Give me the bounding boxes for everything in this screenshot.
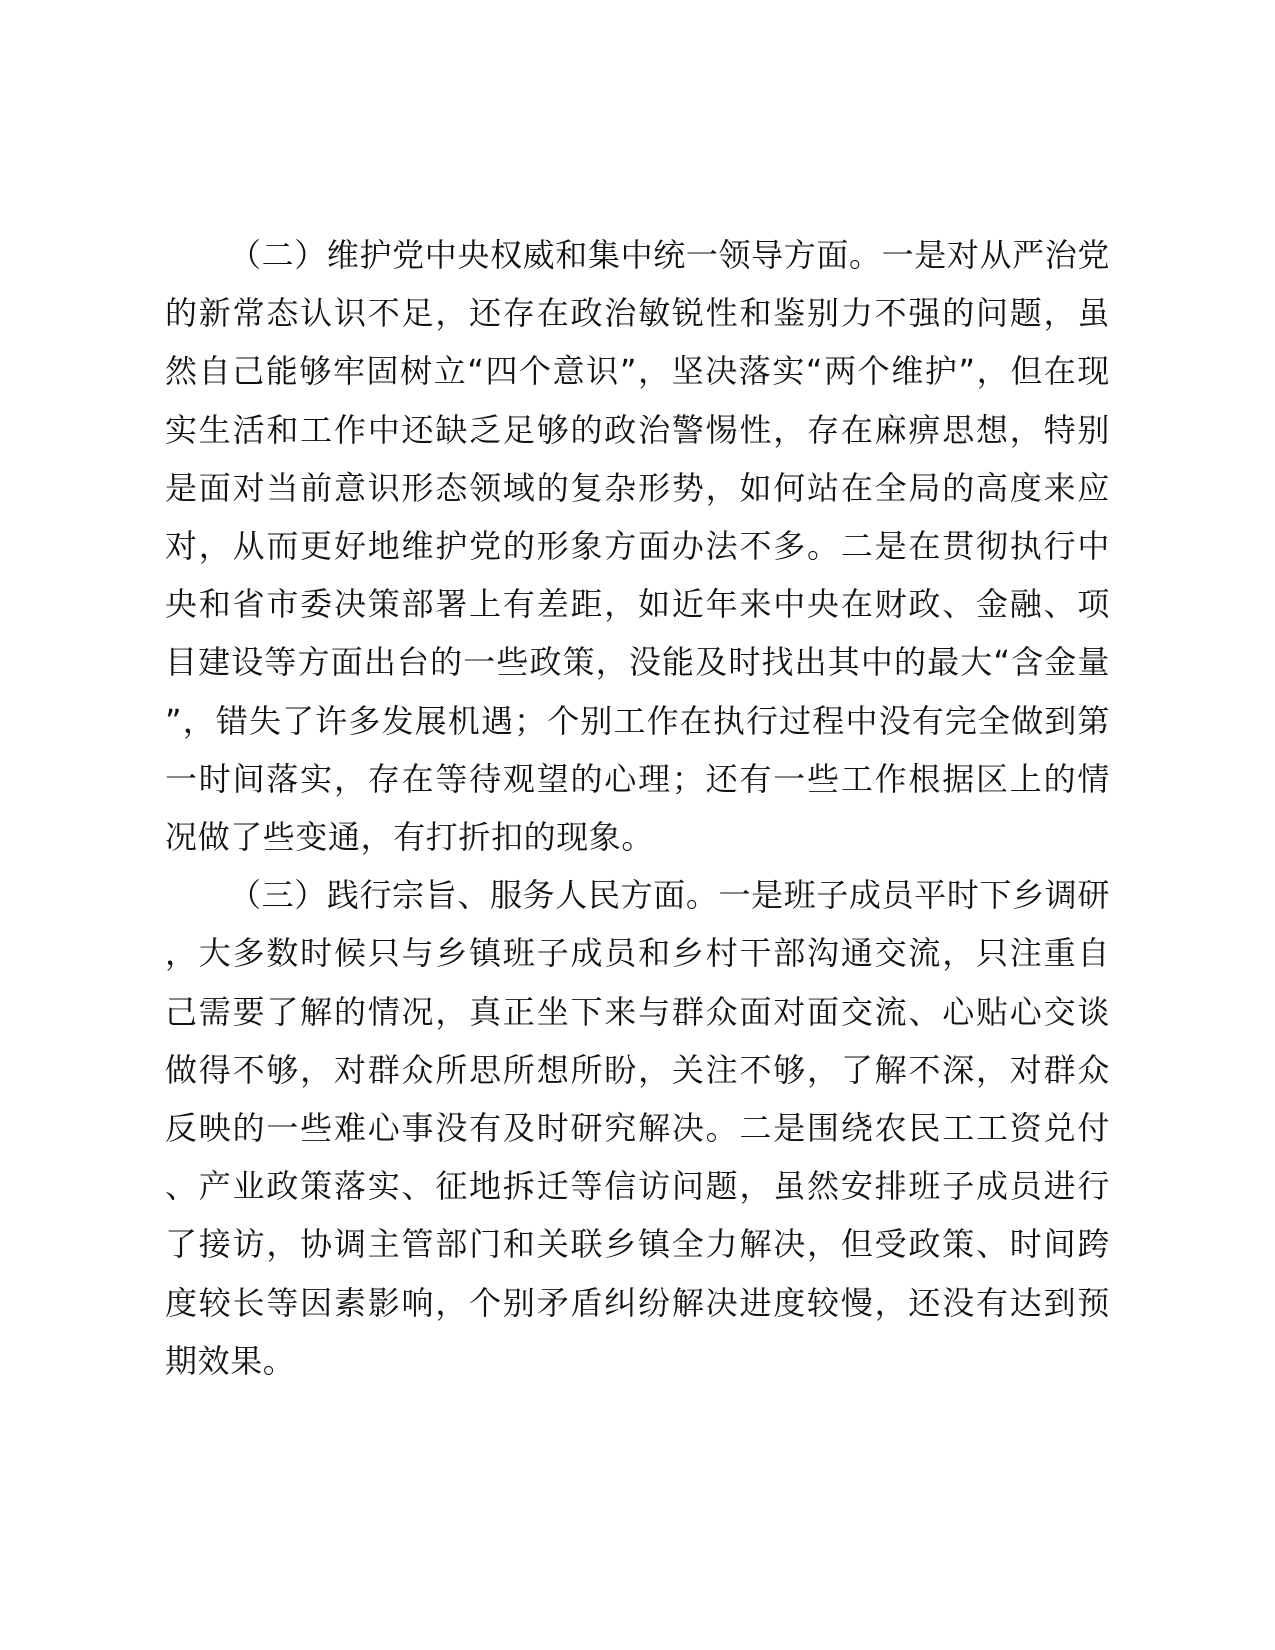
paragraph-section-three: （三）践行宗旨、服务人民方面。一是班子成员平时下乡调研，大多数时候只与乡镇班子成员和乡村干部沟通交流，只注重自己需要了解的情况，真正坐下来与群众面对面交流、心贴心交谈做得不够，对群众所思所想所盼，关注不够，了解不深，对群众反映的一些难心事没有及时研究解决。二是围绕农民工工资兑付、产业政策落实、征地拆迁等信访问题，虽然安排班子成员进行了接访，协调主管部门和关联乡镇全力解决，但受政策、时间跨度较长等因素影响，个别矛盾纠纷解决进度较慢，还没有达到预期效果。: [165, 876, 1110, 1380]
paragraph-section-two: （二）维护党中央权威和集中统一领导方面。一是对从严治党的新常态认识不足，还存在政治敏锐性和鉴别力不强的问题，虽然自己能够牢固树立“四个意识”，坚决落实“两个维护”，但在现实生活和工作中还缺乏足够的政治警惕性，存在麻痹思想，特别是面对当前意识形态领域的复杂形势，如何站在全局的高度来应对，从而更好地维护党的形象方面办法不多。二是在贯彻执行中央和省市委决策部署上有差距，如近年来中央在财政、金融、项目建设等方面出台的一些政策，没能及时找出其中的最大“含金量”，错失了许多发展机遇；个别工作在执行过程中没有完全做到第一时间落实，存在等待观望的心理；还有一些工作根据区上的情况做了些变通，有打折扣的现象。: [165, 236, 1110, 857]
document-body: [165, 226, 1110, 1390]
